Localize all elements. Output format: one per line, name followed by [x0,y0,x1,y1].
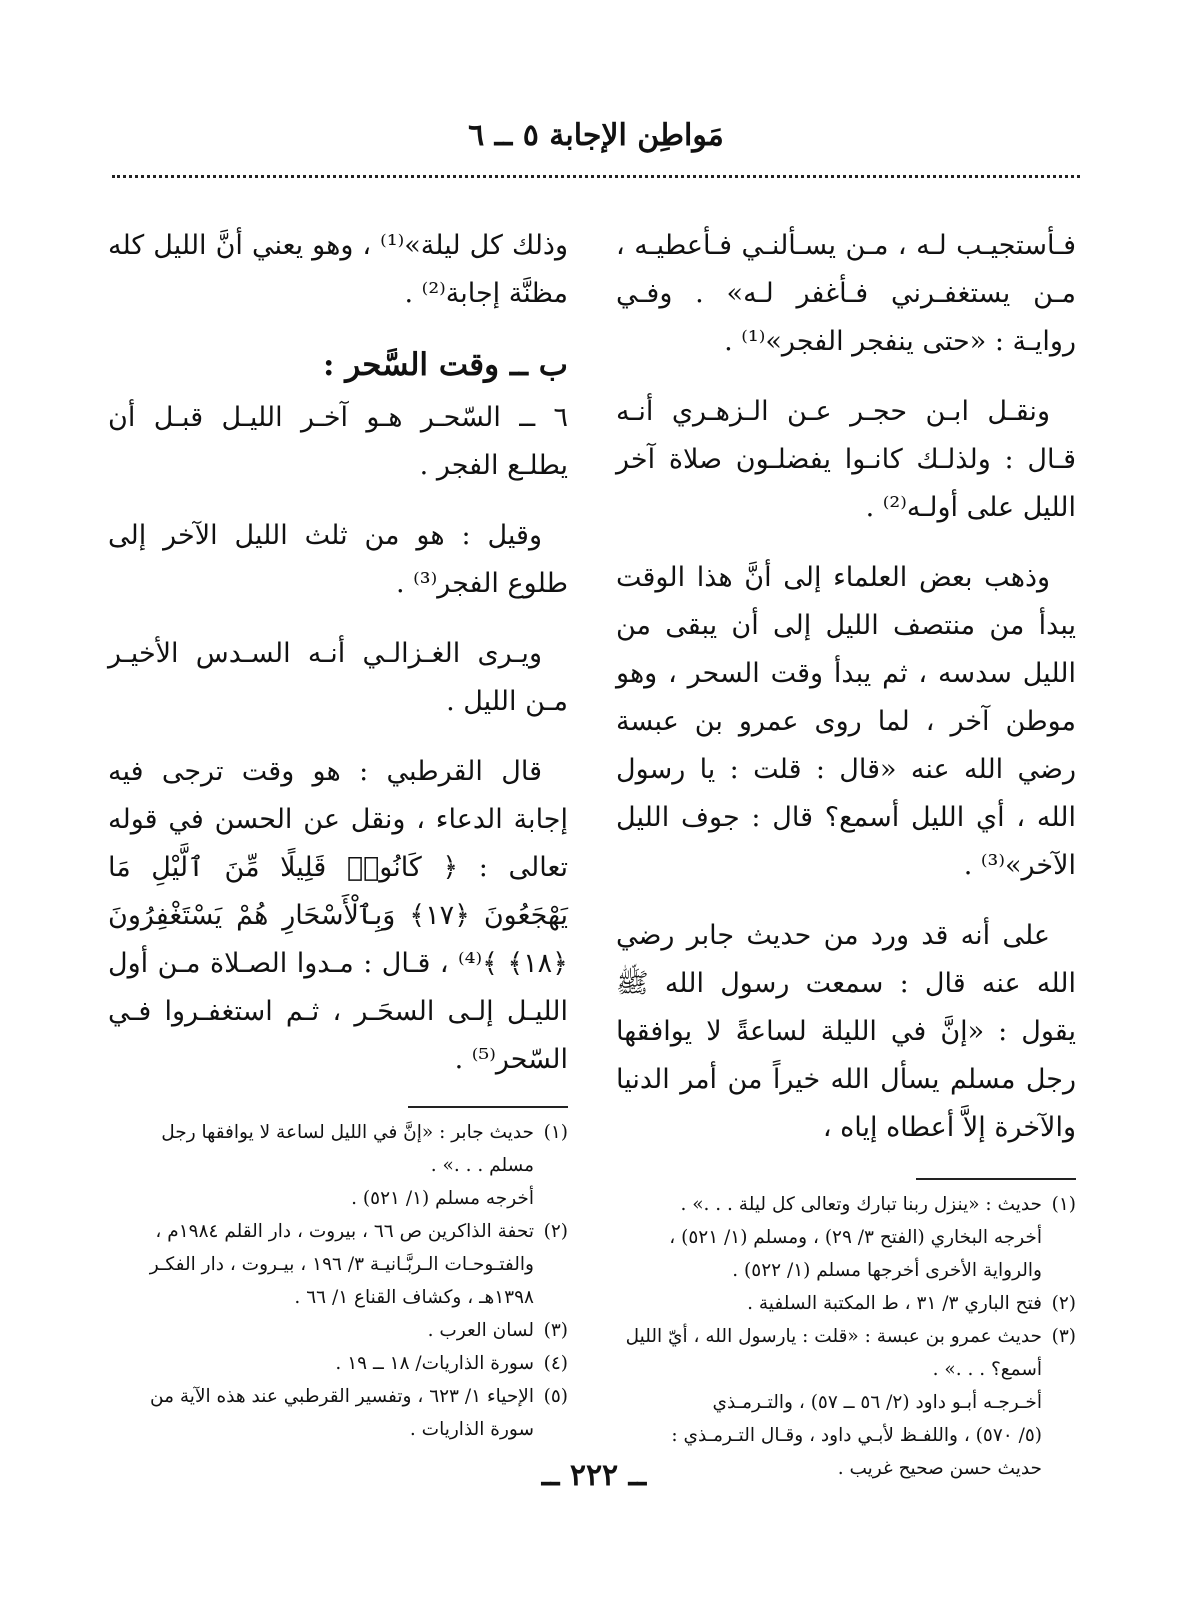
right-paragraph-3: وذهب بعض العلماء إلى أنَّ هذا الوقت يبدأ من منتصف الليل إلى أن يبقى من الليل سدسه ، ثم يبدأ وقت السحر ، وهو موطن آخر ، لما روى عمرو بن عبسة رضي الله عنه «قال : قلت : يا رسول الله ، أي الليل أسمع؟ قال : جوف الليل الآخر»⁽³⁾ . [616,562,1076,881]
left-paragraph-4: قال القرطبي : هو وقت ترجى فيه إجابة الدعاء ، ونقل عن الحسن في قوله تعالى : ﴿ كَانُوا۟ قَلِيلًا مِّنَ ٱلَّيْلِ مَا يَهْجَعُونَ ﴿١٧﴾ وَبِٱلْأَسْحَارِ هُمْ يَسْتَغْفِرُونَ ﴿١٨﴾ ﴾⁽⁴⁾ ، قـال : مـدوا الصـلاة مـن أول الليـل إلـى السحَـر ، ثـم استغفـروا فـي السّحر⁽⁵⁾ . [108,756,569,1075]
footnote-line: لسان العرب . [427,1320,534,1341]
footnote-number: (١) [1051,1194,1076,1215]
footnote-line: سورة الذاريات . [409,1419,534,1440]
footnote-line: ١٣٩٨هـ ، وكشاف القناع ١/ ٦٦ . [294,1287,534,1308]
footnote-line: أخرجه البخاري (الفتح ٣/ ٢٩) ، ومسلم (١/ ٥٢١) ، [669,1227,1042,1248]
footnote-number: (٥) [543,1386,568,1407]
right-footnote-1 [616,1188,1076,1287]
footnote-number: (٢) [543,1221,568,1242]
footnote-number: (٣) [543,1320,568,1341]
footnote-line: (٥/ ٥٧٠) ، واللفـظ لأبـي داود ، وقـال التـرمـذي : [671,1425,1042,1446]
header-dotted-rule [112,175,1080,178]
footnote-line: أسمع؟ . . .» . [932,1359,1042,1380]
page-header-title: مَواطِن الإجابة ٥ ــ ٦ [468,118,724,153]
footnote-line: الإحياء ١/ ٦٢٣ ، وتفسير القرطبي عند هذه الآية من [150,1386,534,1407]
footnote-line: والرواية الأخرى أخرجها مسلم (١/ ٥٢٢) . [732,1260,1042,1281]
left-paragraph-2: وقيل : هو من ثلث الليل الآخر إلى طلوع الفجر⁽³⁾ . [108,520,568,599]
right-footnote-2 [616,1287,1076,1320]
left-footnote-2 [108,1215,568,1314]
footnote-line: حديث جابر : «إنَّ في الليل لساعة لا يوافقها رجل [161,1122,534,1143]
left-footnote-rule [408,1106,568,1108]
right-paragraph-1: فـأستجيـب لـه ، مـن يسـألنـي فـأعطيـه ، مـن يستغفـرني فـأغفر لـه» . وفـي روايـة : «حتى ينفجر الفجر»⁽¹⁾ . [616,230,1076,357]
footnote-line: مسلم . . .» . [430,1155,534,1176]
footnote-line: فتح الباري ٣/ ٣١ ، ط المكتبة السلفية . [747,1293,1042,1314]
left-paragraph-1: ٦ ــ السّحـر هـو آخـر الليـل قبـل أن يطلـع الفجر . [108,402,568,481]
right-paragraph-2: ونقـل ابـن حجـر عـن الـزهـري أنـه قـال : ولذلـك كانـوا يفضلـون صلاة آخر الليل على أولـه⁽²⁾ . [616,396,1076,523]
left-column [108,222,568,1446]
footnote-line: أخـرجـه أبـو داود (٢/ ٥٦ ــ ٥٧) ، والتـرمـذي [712,1392,1042,1413]
right-footnote-rule [916,1178,1076,1180]
footnote-line: حديث حسن صحيح غريب . [837,1458,1042,1479]
footnote-number: (٤) [543,1353,568,1374]
left-footnote-3 [108,1314,568,1347]
right-paragraph-4: على أنه قد ورد من حديث جابر رضي الله عنه قال : سمعت رسول الله ﷺ يقول : «إنَّ في الليلة لساعةً لا يوافقها رجل مسلم يسأل الله خيراً من أمر الدنيا والآخرة إلاَّ أعطاه إياه ، [616,920,1076,1143]
left-footnote-1 [108,1116,568,1215]
footnote-number: (٣) [1051,1326,1076,1347]
left-footnote-4 [108,1347,568,1380]
left-footnote-5 [108,1380,568,1446]
footnote-line: والفتـوحـات الـربَّـانيـة ٣/ ١٩٦ ، بيـروت ، دار الفكـر [149,1254,534,1275]
footnote-number: (١) [543,1122,568,1143]
page-number: ــ ٢٢٢ ــ [541,1458,647,1493]
footnote-line: سورة الذاريات/ ١٨ ــ ١٩ . [335,1353,534,1374]
footnote-number: (٢) [1051,1293,1076,1314]
footnote-line: أخرجه مسلم (١/ ٥٢١) . [351,1188,534,1209]
right-column [616,222,1076,1485]
section-heading: ب ــ وقت السَّحر : [322,347,568,383]
left-intro-paragraph: وذلك كل ليلة»⁽¹⁾ ، وهو يعني أنَّ الليل كله مظنَّة إجابة⁽²⁾ . [108,230,568,309]
footnote-line: تحفة الذاكرين ص ٦٦ ، بيروت ، دار القلم ١٩٨٤م ، [155,1221,534,1242]
footnote-line: حديث : «ينزل ربنا تبارك وتعالى كل ليلة . . .» . [680,1194,1042,1215]
left-paragraph-3: ويـرى الغـزالـي أنـه السـدس الأخيـر مـن الليل . [108,638,568,717]
footnote-line: حديث عمرو بن عبسة : «قلت : يارسول الله ، أيّ الليل [625,1326,1042,1347]
